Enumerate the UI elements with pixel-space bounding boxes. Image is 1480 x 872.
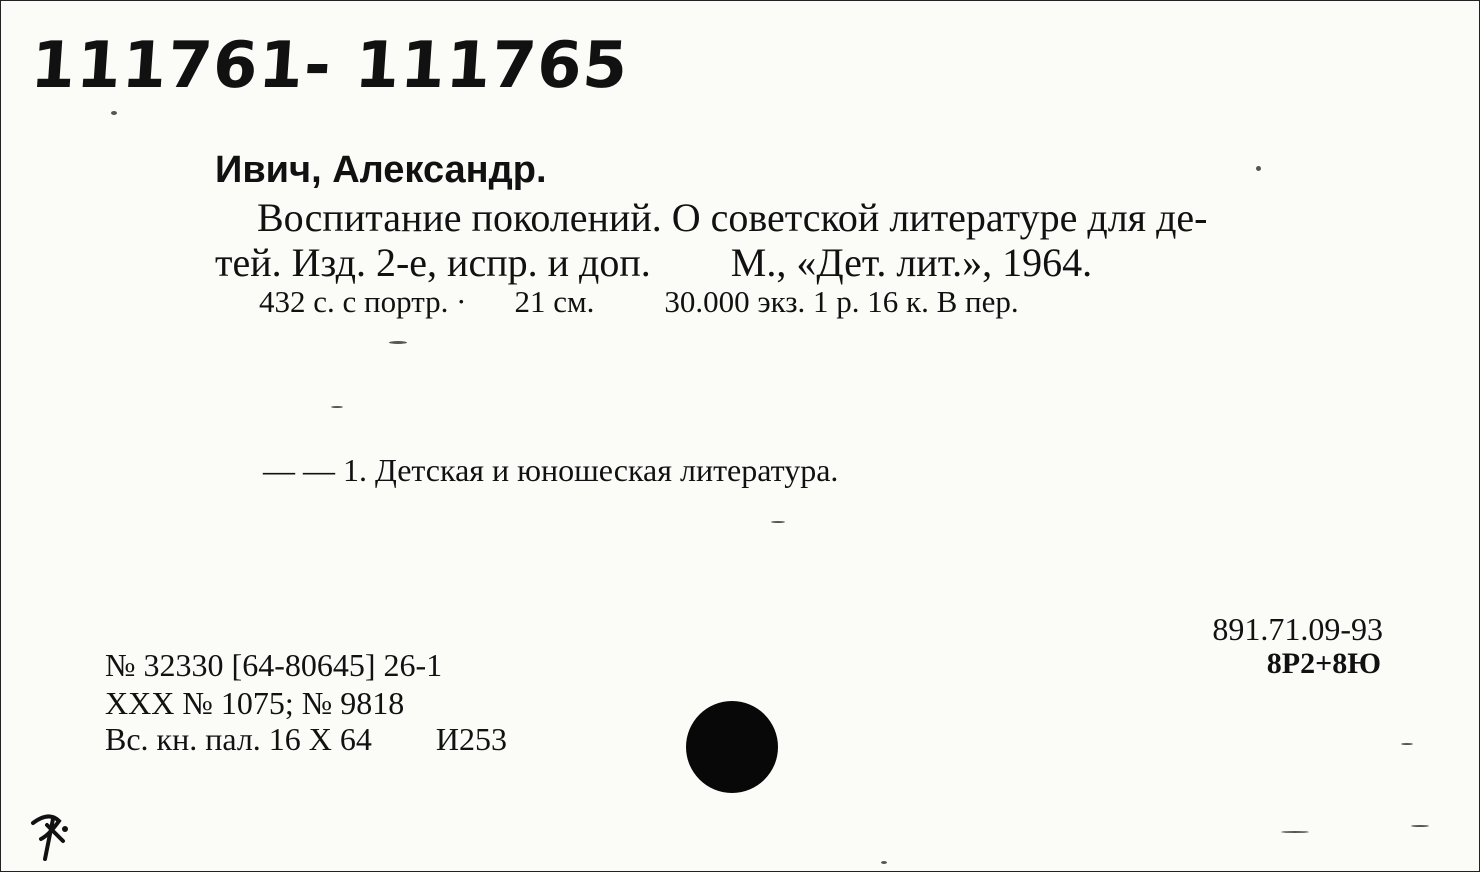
registration-line-1: № 32330 [64-80645] 26-1 bbox=[105, 647, 443, 683]
title-line-1: Воспитание поколений. О советской литературе для де- bbox=[257, 195, 1208, 240]
edition-statement: тей. Изд. 2-е, испр. и доп. bbox=[215, 240, 651, 285]
scan-speck bbox=[1256, 166, 1261, 171]
page-count: 432 с. с портр. · bbox=[259, 284, 467, 319]
scan-speck bbox=[881, 861, 887, 864]
registration-line-3 bbox=[105, 721, 507, 758]
scan-speck bbox=[331, 406, 343, 408]
subject-heading: — — 1. Детская и юношеская литература. bbox=[263, 452, 839, 488]
book-size: 21 см. bbox=[514, 284, 595, 319]
author-heading: Ивич, Александр. bbox=[215, 149, 547, 191]
classification-code: 8Р2+8Ю bbox=[1266, 647, 1381, 680]
scan-speck bbox=[771, 521, 785, 523]
chamber-ref: Вс. кн. пал. 16 X 64 bbox=[105, 721, 372, 757]
scan-speck bbox=[1411, 825, 1429, 827]
classification-number: 891.71.09-93 bbox=[1212, 611, 1383, 647]
print-run-price: 30.000 экз. 1 р. 16 к. В пер. bbox=[664, 284, 1019, 319]
scan-speck bbox=[111, 111, 117, 115]
publication-info: М., «Дет. лит.», 1964. bbox=[730, 240, 1093, 285]
title-line-2 bbox=[215, 239, 1092, 286]
registration-line-2: XXX № 1075; № 9818 bbox=[105, 685, 405, 721]
scan-speck bbox=[389, 341, 407, 344]
scan-speck bbox=[1281, 831, 1309, 833]
cutter-index: И253 bbox=[435, 721, 508, 757]
handwritten-mark-icon bbox=[19, 801, 89, 871]
scan-speck bbox=[1401, 743, 1413, 745]
physical-description bbox=[259, 284, 1019, 320]
handwritten-inventory-numbers: 111761- 111765 bbox=[28, 29, 631, 103]
punch-hole bbox=[686, 701, 778, 793]
